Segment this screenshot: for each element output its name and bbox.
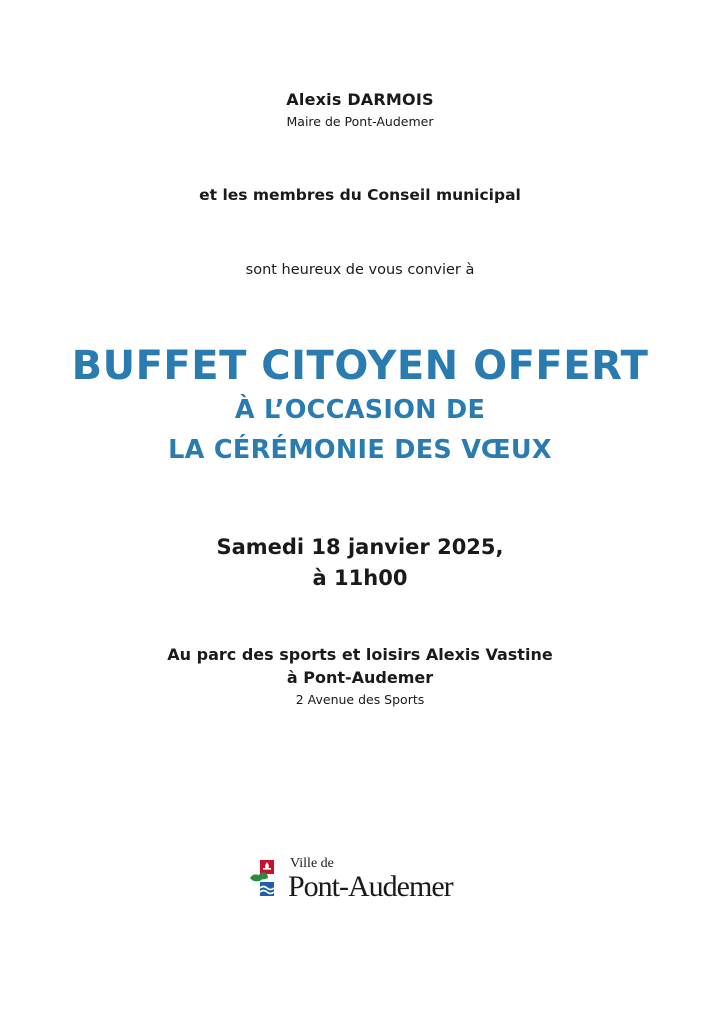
pont-audemer-coat-of-arms-icon bbox=[248, 858, 284, 902]
venue-name: Au parc des sports et loisirs Alexis Vastine bbox=[167, 645, 553, 664]
event-headline bbox=[0, 343, 720, 465]
venue-city: à Pont-Audemer bbox=[286, 668, 434, 687]
host-role: Maire de Pont-Audemer bbox=[286, 114, 434, 129]
headline-line-1: BUFFET CITOYEN OFFERT bbox=[71, 343, 649, 389]
headline-line-3: LA CÉRÉMONIE DES VŒUX bbox=[168, 435, 552, 465]
logo-ville-de: Ville de bbox=[290, 856, 334, 871]
invite-line: sont heureux de vous convier à bbox=[245, 262, 475, 278]
event-datetime bbox=[0, 532, 720, 594]
council-line: et les membres du Conseil municipal bbox=[199, 186, 521, 204]
logo-city-name: Pont-Audemer bbox=[288, 870, 453, 903]
event-time: à 11h00 bbox=[312, 566, 408, 590]
venue-address: 2 Avenue des Sports bbox=[295, 692, 425, 707]
event-venue bbox=[0, 643, 720, 689]
event-date: Samedi 18 janvier 2025, bbox=[216, 535, 504, 559]
city-logo bbox=[248, 856, 472, 908]
headline-line-2: À L’OCCASION DE bbox=[234, 395, 486, 425]
host-name: Alexis DARMOIS bbox=[286, 90, 434, 109]
